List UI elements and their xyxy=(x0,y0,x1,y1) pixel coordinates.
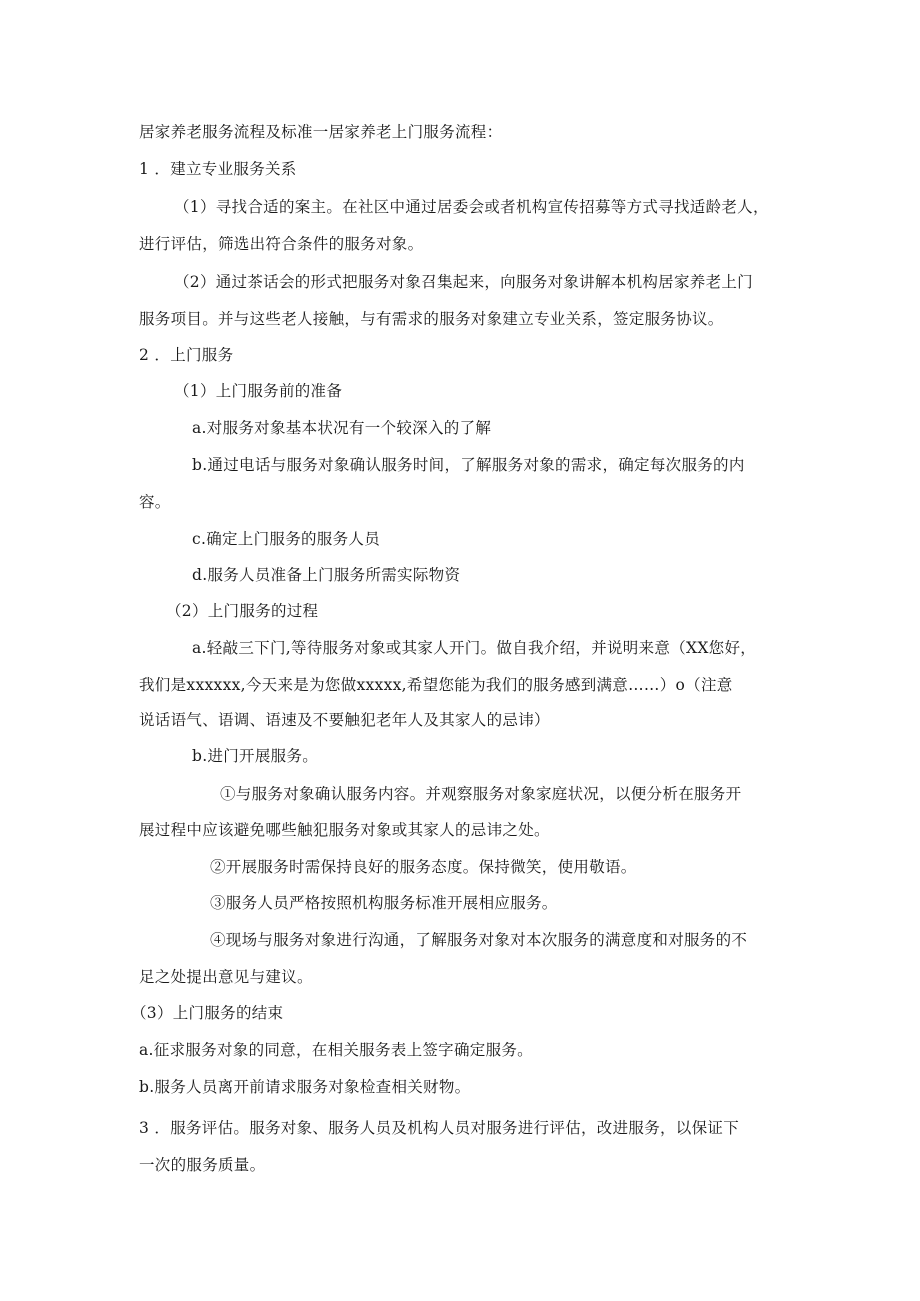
item-2-2-b: b.进门开展服务。 xyxy=(192,747,319,765)
item-2-1-b-line-2: 容。 xyxy=(139,493,171,511)
item-2-2-b-2: ②开展服务时需保持良好的服务态度。保持微笑，使用敬语。 xyxy=(210,858,637,876)
item-2-2-a-line-3: 说话语气、语调、语速及不要触犯老年人及其家人的忌讳） xyxy=(139,711,550,729)
item-2-1-b-line-1: b.通过电话与服务对象确认服务时间，了解服务对象的需求，确定每次服务的内 xyxy=(192,456,745,474)
section-1-paragraph-2-line-2: 服务项目。并与这些老人接触，与有需求的服务对象建立专业关系，签定服务协议。 xyxy=(139,310,724,328)
section-1-paragraph-1-line-1: （1）寻找合适的案主。在社区中通过居委会或者机构宣传招募等方式寻找适龄老人， xyxy=(174,198,769,216)
section-1-paragraph-1-line-2: 进行评估，筛选出符合条件的服务对象。 xyxy=(139,235,424,253)
item-2-2-a-line-2: 我们是xxxxxx,今天来是为您做xxxxx,希望您能为我们的服务感到满意……）o（注意 xyxy=(139,676,733,694)
item-2-2-b-1-line-2: 展过程中应该避免哪些触犯服务对象或其家人的忌讳之处。 xyxy=(139,821,550,839)
item-2-1-a: a.对服务对象基本状况有一个较深入的了解 xyxy=(192,419,492,437)
item-2-2-b-4-line-1: ④现场与服务对象进行沟通，了解服务对象对本次服务的满意度和对服务的不 xyxy=(210,931,748,949)
section-1-heading: 1 ．建立专业服务关系 xyxy=(139,160,297,178)
section-3-line-1: 3 ．服务评估。服务对象、服务人员及机构人员对服务进行评估，改进服务，以保证下 xyxy=(139,1119,739,1137)
subsection-2-2-heading: （2）上门服务的过程 xyxy=(166,602,319,620)
item-2-2-b-1-line-1: ①与服务对象确认服务内容。并观察服务对象家庭状况，以便分析在服务开 xyxy=(220,785,742,803)
item-2-2-b-4-line-2: 足之处提出意见与建议。 xyxy=(139,968,313,986)
item-2-1-d: d.服务人员准备上门服务所需实际物资 xyxy=(192,566,461,584)
item-2-2-a-line-1: a.轻敲三下门,等待服务对象或其家人开门。做自我介绍，并说明来意（XX您好， xyxy=(192,639,757,657)
section-2-heading: 2 ．上门服务 xyxy=(139,346,234,364)
item-2-3-b: b.服务人员离开前请求服务对象检查相关财物。 xyxy=(139,1078,471,1096)
document-title: 居家养老服务流程及标准一居家养老上门服务流程： xyxy=(139,123,503,141)
section-3-line-2: 一次的服务质量。 xyxy=(139,1156,266,1174)
item-2-2-b-3: ③服务人员严格按照机构服务标准开展相应服务。 xyxy=(210,894,558,912)
subsection-2-3-heading: （3）上门服务的结束 xyxy=(131,1004,284,1022)
item-2-1-c: c.确定上门服务的服务人员 xyxy=(192,530,381,548)
subsection-2-1-heading: （1）上门服务前的准备 xyxy=(174,382,343,400)
section-1-paragraph-2-line-1: （2）通过茶话会的形式把服务对象召集起来，向服务对象讲解本机构居家养老上门 xyxy=(174,273,753,291)
item-2-3-a: a.征求服务对象的同意，在相关服务表上签字确定服务。 xyxy=(139,1041,533,1059)
